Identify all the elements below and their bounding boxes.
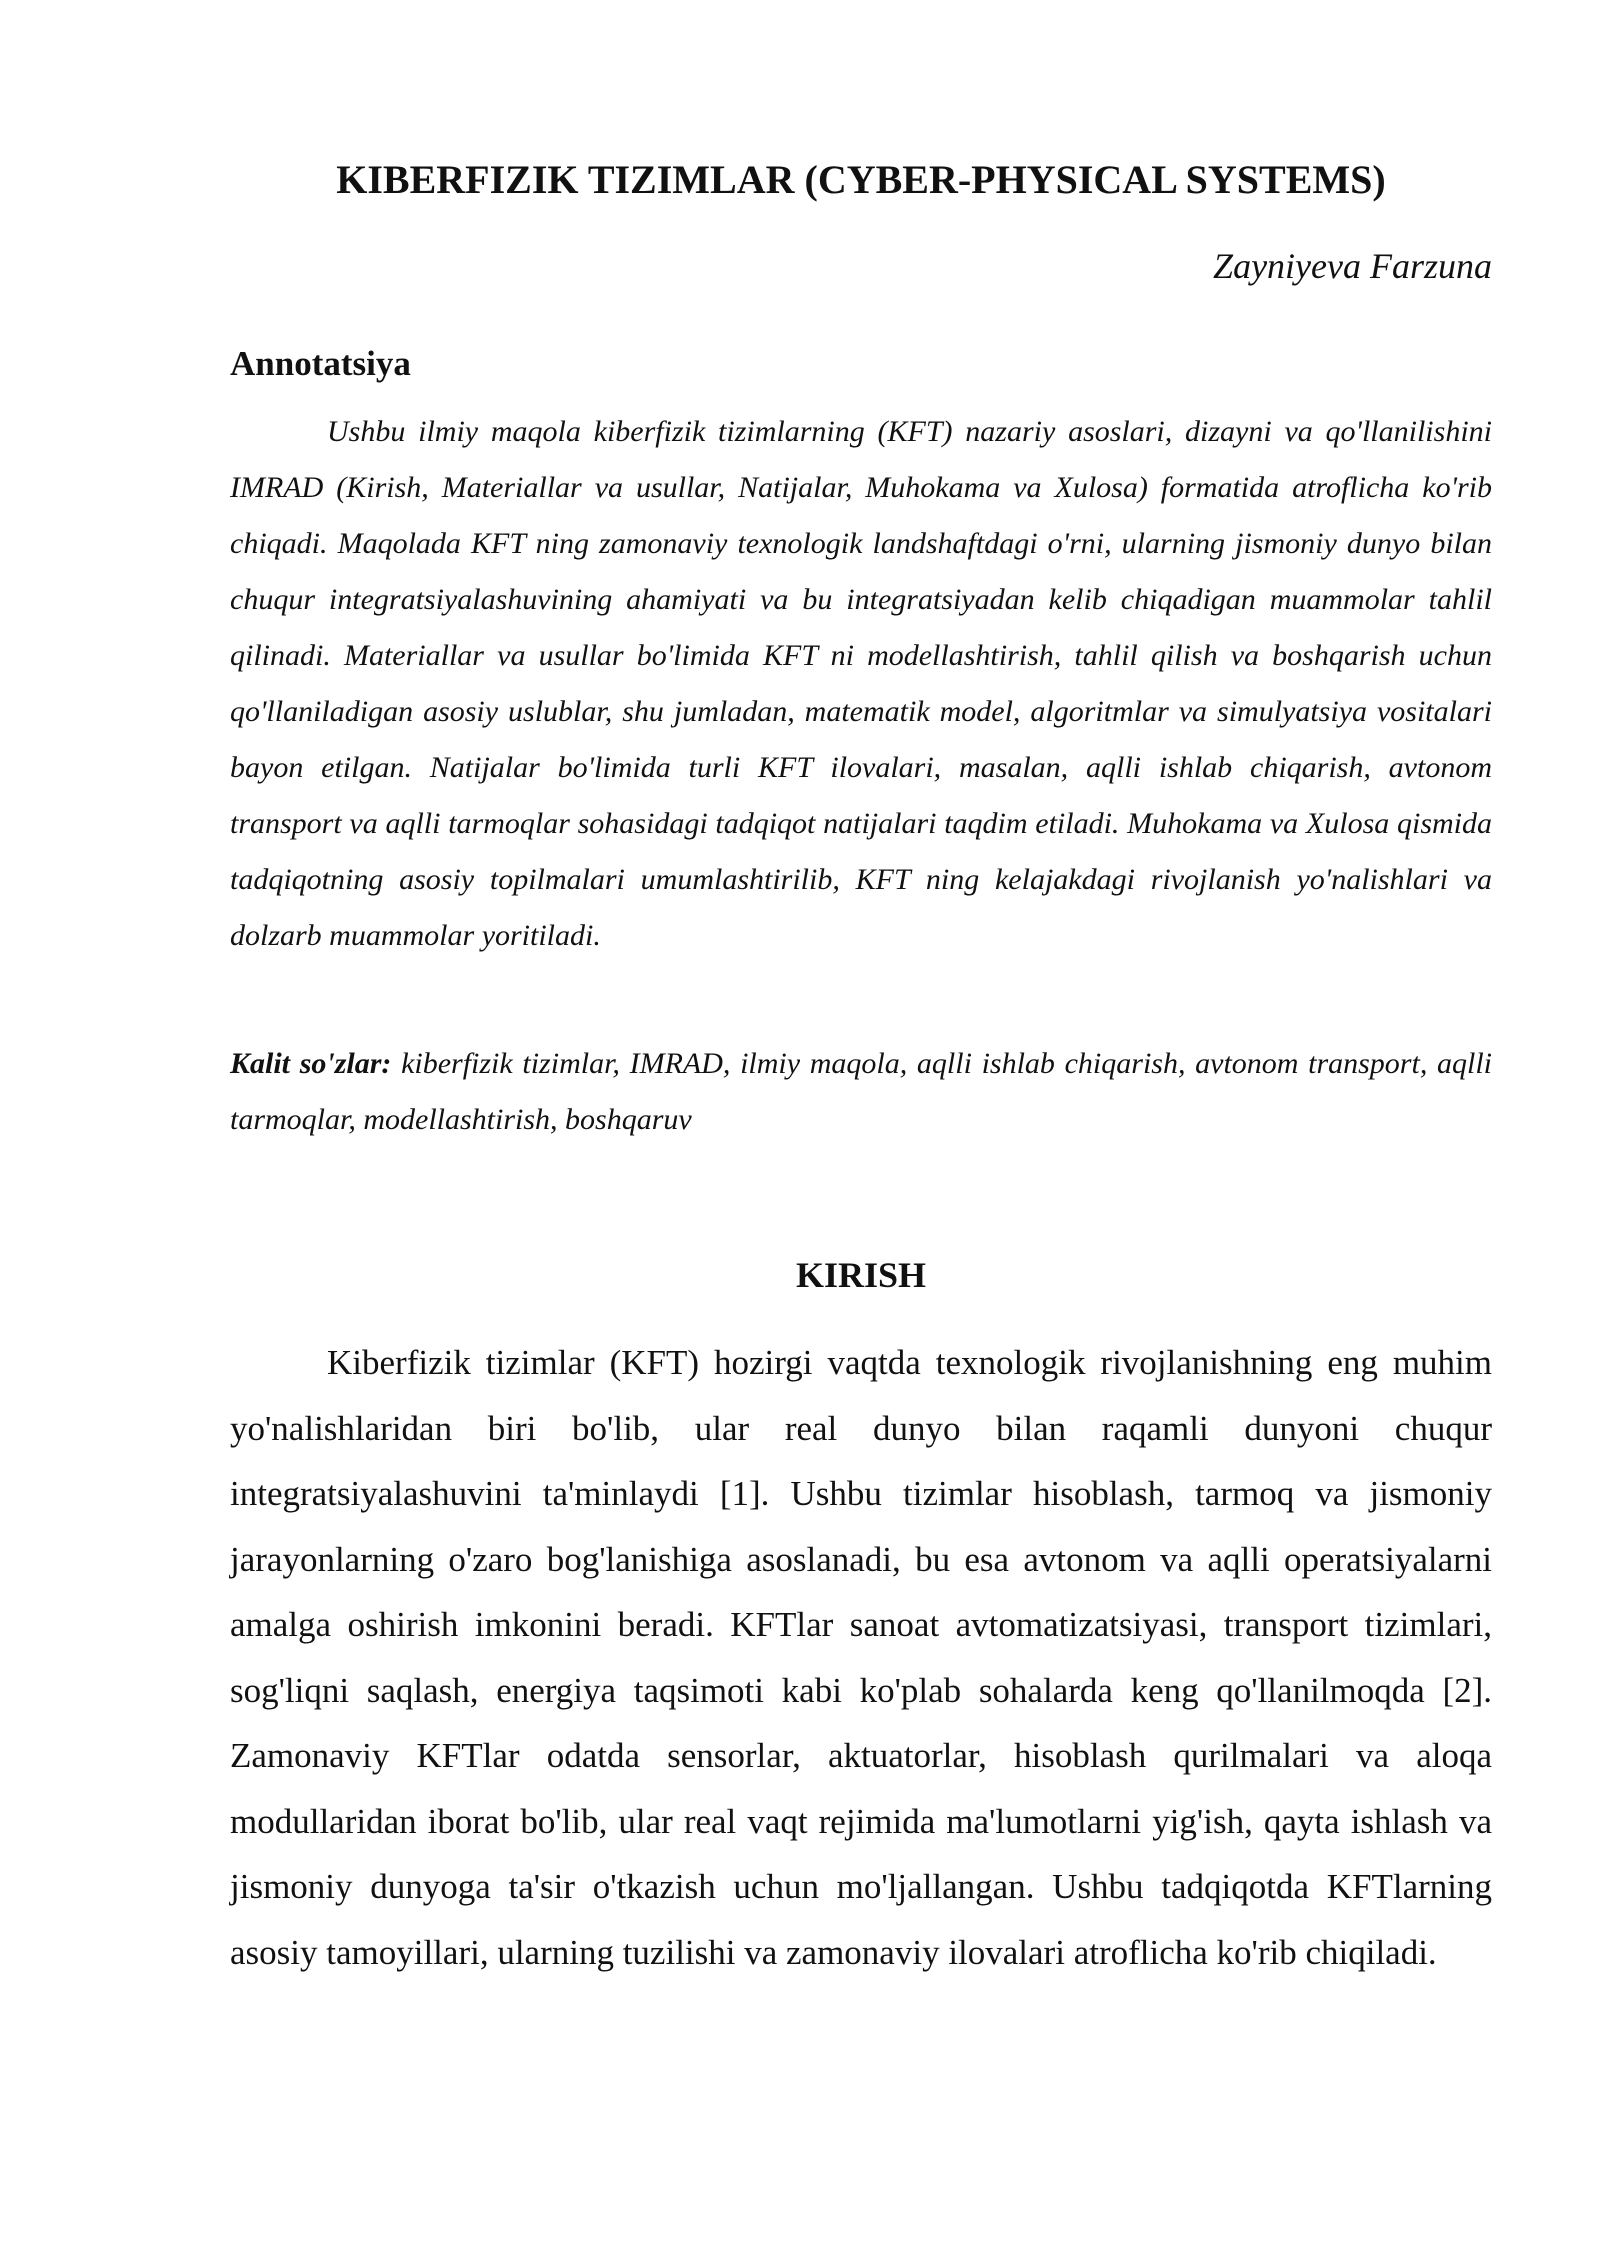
author-name: Zayniyeva Farzuna [1213, 246, 1492, 286]
introduction-text: Kiberfizik tizimlar (KFT) hozirgi vaqtda texnologik rivojlanishning eng muhim yo'nalishlaridan biri bo'lib, ular real dunyo bilan raqamli dunyoni chuqur integratsiyalashuvini ta'minlaydi [1]. Ushbu tizimlar hisoblash, tarmoq va jismoniy jarayonlarning o'zaro bog'lanishiga asoslanadi, bu esa avtonom va aqlli operatsiyalarni amalga oshirish imkonini beradi. KFTlar sanoat avtomatizatsiyasi, transport tizimlari, sog'liqni saqlash, energiya taqsimoti kabi ko'plab sohalarda keng qo'llanilmoqda [2]. Zamonaviy KFTlar odatda sensorlar, aktuatorlar, hisoblash qurilmalari va aloqa modullaridan iborat bo'lib, ular real vaqt rejimida ma'lumotlarni yig'ish, qayta ishlash va jismoniy dunyoga ta'sir o'tkazish uchun mo'ljallangan. Ushbu tadqiqotda KFTlarning asosiy tamoyillari, ularning tuzilishi va zamonaviy ilovalari atroflicha ko'rib chiqiladi. [230, 1343, 1492, 1972]
annotation-text: Ushbu ilmiy maqola kiberfizik tizimlarning (KFT) nazariy asoslari, dizayni va qo'llanilishini IMRAD (Kirish, Materiallar va usullar, Natijalar, Muhokama va Xulosa) formatida atroflicha ko'rib chiqadi. Maqolada KFT ning zamonaviy texnologik landshaftdagi o'rni, ularning jismoniy dunyo bilan chuqur integratsiyalashuvining ahamiyati va bu integratsiyadan kelib chiqadigan muammolar tahlil qilinadi. Materiallar va usullar bo'limida KFT ni modellashtirish, tahlil qilish va boshqarish uchun qo'llaniladigan asosiy uslublar, shu jumladan, matematik model, algoritmlar va simulyatsiya vositalari bayon etilgan. Natijalar bo'limida turli KFT ilovalari, masalan, aqlli ishlab chiqarish, avtonom transport va aqlli tarmoqlar sohasidagi tadqiqot natijalari taqdim etiladi. Muhokama va Xulosa qismida tadqiqotning asosiy topilmalari umumlashtirilib, KFT ning kelajakdagi rivojlanish yo'nalishlari va dolzarb muammolar yoritiladi. [230, 415, 1492, 952]
paper-title: KIBERFIZIK TIZIMLAR (CYBER-PHYSICAL SYSTEMS) [336, 157, 1386, 202]
keywords-paragraph [230, 1036, 1492, 1148]
keywords-label: Kalit so'zlar: [230, 1047, 392, 1080]
section-heading-introduction: KIRISH [795, 1255, 927, 1295]
annotation-heading: Annotatsiya [230, 344, 411, 383]
keywords-text: kiberfizik tizimlar, IMRAD, ilmiy maqola, aqlli ishlab chiqarish, avtonom transport, aqlli tarmoqlar, modellashtirish, boshqaruv [230, 1047, 1492, 1136]
